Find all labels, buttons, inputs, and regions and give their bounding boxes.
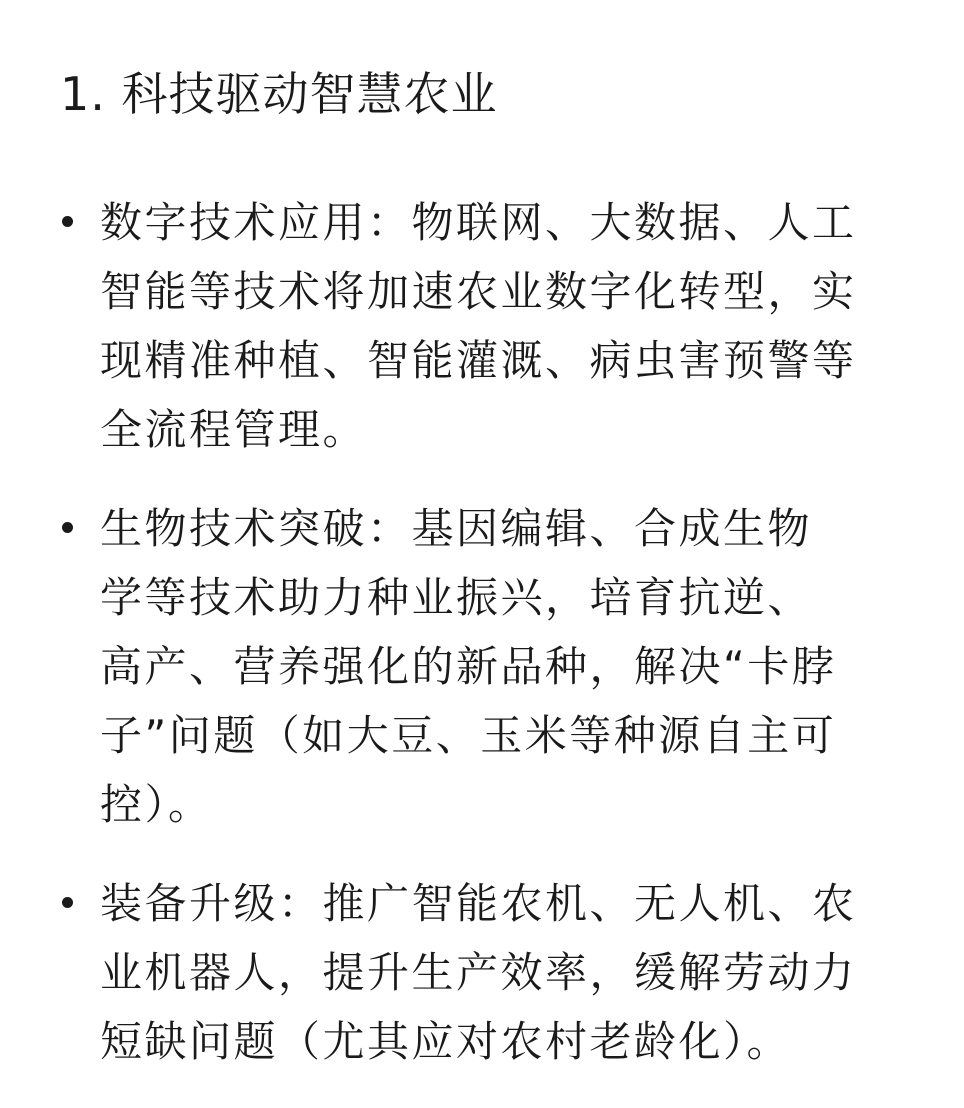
list-item-line: 装备升级：推广智能农机、无人机、农	[100, 879, 857, 928]
list-item-biotech	[0, 494, 964, 839]
list-item-line: 现精准种植、智能灌溉、病虫害预警等	[100, 336, 857, 385]
section-heading: 1. 科技驱动智慧农业	[60, 67, 498, 121]
bullet-dot-icon	[62, 897, 73, 908]
bullet-dot-icon	[62, 216, 73, 227]
list-item-line: 业机器人，提升生产效率，缓解劳动力	[100, 948, 857, 997]
list-item-line: 控）。	[100, 780, 213, 829]
list-item-digital-tech	[0, 188, 964, 464]
list-item-line: 生物技术突破：基因编辑、合成生物	[100, 504, 813, 553]
list-item-line: 全流程管理。	[100, 405, 368, 454]
bullet-list	[0, 188, 964, 1106]
list-item-line: 高产、营养强化的新品种，解决“卡脖	[100, 642, 837, 691]
list-item-line: 子”问题（如大豆、玉米等种源自主可	[100, 711, 837, 760]
list-item-line: 智能等技术将加速农业数字化转型，实	[100, 267, 857, 316]
list-item-line: 数字技术应用：物联网、大数据、人工	[100, 198, 857, 247]
list-item-equipment	[0, 869, 964, 1076]
list-item-line: 学等技术助力种业振兴，培育抗逆、	[100, 573, 813, 622]
list-item-line: 短缺问题（尤其应对农村老龄化）。	[100, 1017, 792, 1066]
bullet-dot-icon	[62, 522, 73, 533]
